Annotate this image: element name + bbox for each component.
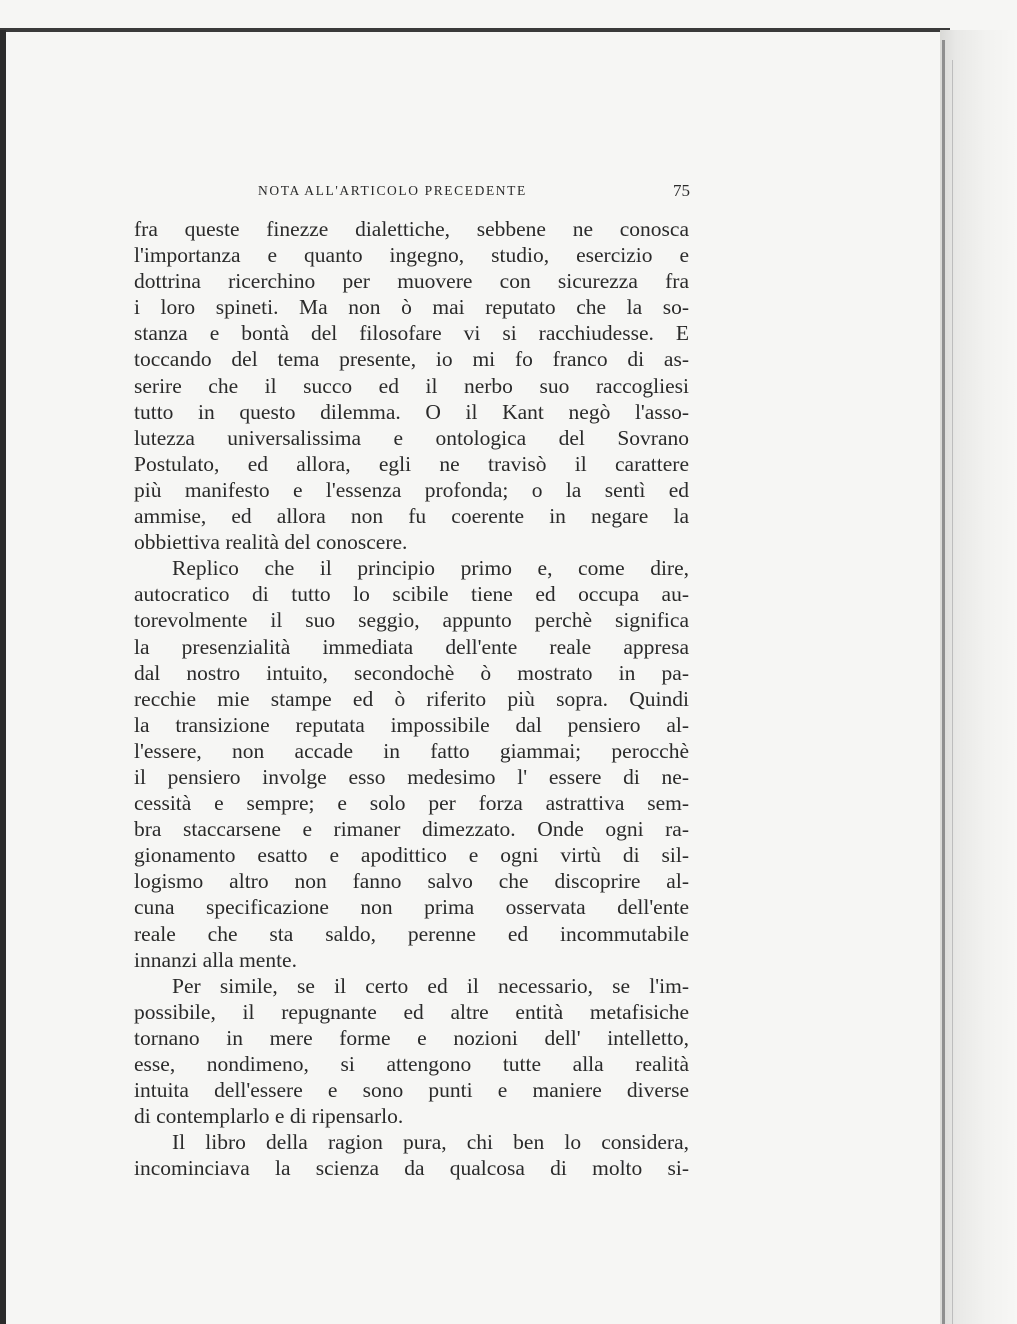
text-line: dottrina ricerchino per muovere con sicurezza fra xyxy=(134,269,689,294)
text-line: cuna specificazione non prima osservata dell'ente xyxy=(134,895,689,920)
page-edge-line-inner xyxy=(952,60,953,1324)
text-line: Per simile, se il certo ed il necessario, se l'im- xyxy=(172,973,689,998)
text-line: intuita dell'essere e sono punti e maniere diverse xyxy=(134,1078,689,1103)
text-line: bra staccarsene e rimaner dimezzato. Onde ogni ra- xyxy=(134,817,689,842)
scan-top-edge xyxy=(0,28,950,32)
page-edge-line xyxy=(942,40,945,1324)
page-header xyxy=(258,183,698,205)
text-line: gionamento esatto e apodittico e ogni virtù di sil- xyxy=(134,843,689,868)
text-line: di contemplarlo e di ripensarlo. xyxy=(134,1104,404,1129)
text-line: reale che sta saldo, perenne ed incommutabile xyxy=(134,921,689,946)
text-line: torevolmente il suo seggio, appunto perchè significa xyxy=(134,608,689,633)
text-line: recchie mie stampe ed ò riferito più sopra. Quindi xyxy=(134,686,689,711)
text-line: Postulato, ed allora, egli ne travisò il carattere xyxy=(134,451,689,476)
text-line: innanzi alla mente. xyxy=(134,947,297,972)
text-line: cessità e sempre; e solo per forza astrattiva sem- xyxy=(134,791,689,816)
text-line: tutto in questo dilemma. O il Kant negò l'asso- xyxy=(134,399,689,424)
text-line: l'importanza e quanto ingegno, studio, esercizio e xyxy=(134,243,689,268)
text-line: incominciava la scienza da qualcosa di molto si- xyxy=(134,1156,689,1181)
text-line: ammise, ed allora non fu coerente in negare la xyxy=(134,504,689,529)
text-line: dal nostro intuito, secondochè ò mostrato in pa- xyxy=(134,660,689,685)
text-line: stanza e bontà del filosofare vi si racchiudesse. E xyxy=(134,321,689,346)
text-line: Replico che il principio primo e, come dire, xyxy=(172,556,689,581)
text-line: la presenzialità immediata dell'ente reale appresa xyxy=(134,634,689,659)
text-line: tornano in mere forme e nozioni dell' intelletto, xyxy=(134,1025,689,1050)
text-line: Il libro della ragion pura, chi ben lo considera, xyxy=(172,1130,689,1155)
running-head: NOTA ALL'ARTICOLO PRECEDENTE xyxy=(258,183,527,198)
page-number: 75 xyxy=(673,181,690,200)
text-line: toccando del tema presente, io mi fo franco di as- xyxy=(134,347,689,372)
text-line: logismo altro non fanno salvo che discoprire al- xyxy=(134,869,689,894)
text-line: i loro spineti. Ma non ò mai reputato che la so- xyxy=(134,295,689,320)
text-line: più manifesto e l'essenza profonda; o la sentì ed xyxy=(134,477,689,502)
text-line: fra queste finezze dialettiche, sebbene ne conosca xyxy=(134,217,689,241)
scan-binding-edge xyxy=(0,30,6,1324)
text-line: l'essere, non accade in fatto giammai; perocchè xyxy=(134,738,689,763)
text-line: la transizione reputata impossibile dal pensiero al- xyxy=(134,712,689,737)
text-line: autocratico di tutto lo scibile tiene ed occupa au- xyxy=(134,582,689,607)
text-line: lutezza universalissima e ontologica del Sovrano xyxy=(134,425,689,450)
text-line: obbiettiva realità del conoscere. xyxy=(134,530,408,555)
text-line: esse, nondimeno, si attengono tutte alla realità xyxy=(134,1052,689,1076)
text-line: il pensiero involge esso medesimo l' essere di ne- xyxy=(134,764,689,789)
text-line: serire che il succo ed il nerbo suo raccogliesi xyxy=(134,373,689,398)
body-text xyxy=(134,216,689,1181)
text-line: possibile, il repugnante ed altre entità metafisiche xyxy=(134,999,689,1024)
